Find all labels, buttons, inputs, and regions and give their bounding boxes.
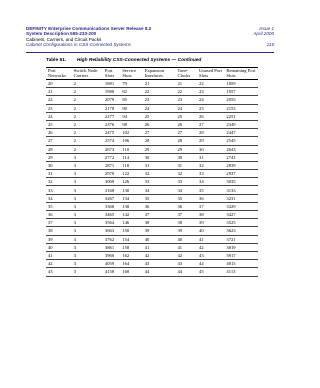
table-cell: 3 <box>73 195 76 201</box>
table-cell: 2772 <box>104 154 115 160</box>
table-cell: 2 <box>73 122 76 128</box>
table-header-row <box>46 68 258 80</box>
data-table-container <box>46 67 258 277</box>
table-row <box>46 178 258 186</box>
column-header: Tone-Clocks <box>177 68 191 78</box>
table-cell: 26 <box>177 122 183 128</box>
table-row <box>46 194 258 202</box>
table-cell: 114 <box>122 154 130 160</box>
table-cell: 94 <box>122 113 127 119</box>
table-cell: 3 <box>73 187 76 193</box>
table-cell: 2839 <box>226 162 236 168</box>
table-cell: 2055 <box>226 97 236 103</box>
table-cell: 3 <box>73 154 76 160</box>
table-cell: 25 <box>177 113 183 119</box>
table-cell: 2545 <box>226 138 236 144</box>
table-row <box>46 219 258 227</box>
table-cell: 29 <box>48 154 53 160</box>
table-cell: 2 <box>73 81 76 87</box>
table-cell: 2277 <box>104 113 115 119</box>
table-cell: 28 <box>144 138 150 144</box>
table-cell: 44 <box>177 269 183 275</box>
table-cell: 106 <box>122 138 130 144</box>
table-cell: 3427 <box>226 212 236 218</box>
table-cell: 29 <box>177 146 183 152</box>
table-cell: 42 <box>144 253 150 259</box>
table-cell: 21 <box>48 89 53 95</box>
table-cell: 2079 <box>104 97 115 103</box>
table-cell: 26 <box>144 122 150 128</box>
port-networks-table <box>46 67 258 277</box>
table-row <box>46 211 258 219</box>
table-cell: 27 <box>199 122 204 128</box>
table-cell: 40 <box>48 244 53 250</box>
table-cell: 44 <box>199 261 204 267</box>
table-cell: 2376 <box>104 122 115 128</box>
table-cell: 37 <box>177 212 183 218</box>
table-cell: 2673 <box>104 146 115 152</box>
table-cell: 4059 <box>104 261 115 267</box>
table-cell: 33 <box>199 171 204 177</box>
table-cell: 21 <box>177 81 183 87</box>
table-cell: 150 <box>122 228 130 234</box>
table-cell: 26 <box>48 130 53 136</box>
table-cell: 2349 <box>226 122 236 128</box>
header-rule <box>26 52 274 53</box>
table-cell: 36 <box>144 203 150 209</box>
table-cell: 33 <box>48 187 53 193</box>
table-cell: 31 <box>199 154 204 160</box>
column-header: Unused Port Slots <box>199 68 222 78</box>
table-cell: 34 <box>48 195 53 201</box>
table-cell: 3329 <box>226 203 236 209</box>
table-cell: 130 <box>122 187 130 193</box>
table-cell: 24 <box>48 113 53 119</box>
table-cell: 3231 <box>226 195 236 201</box>
table-row <box>46 104 258 112</box>
table-cell: 40 <box>144 236 150 242</box>
table-row <box>46 153 258 161</box>
table-cell: 1859 <box>226 81 236 87</box>
table-cell: 142 <box>122 212 130 218</box>
table-cell: 33 <box>144 179 150 185</box>
column-header: Expansion Interfaces <box>144 68 165 78</box>
table-row <box>46 112 258 120</box>
table-cell: 27 <box>144 130 150 136</box>
table-cell: 30 <box>199 146 204 152</box>
subsection-title: Cabinet Configurations in CSS-Connected Systems <box>26 42 131 48</box>
column-header: Port Networks <box>48 68 66 78</box>
table-cell: 3 <box>73 179 76 185</box>
table-cell: 34 <box>199 179 204 185</box>
table-cell: 3133 <box>226 187 236 193</box>
table-cell: 3 <box>73 269 76 275</box>
table-cell: 3 <box>73 162 76 168</box>
table-cell: 35 <box>48 203 53 209</box>
table-row <box>46 88 258 96</box>
table-cell: 28 <box>48 146 53 152</box>
table-cell: 35 <box>144 195 150 201</box>
table-cell: 2937 <box>226 171 236 177</box>
table-cell: 134 <box>122 195 130 201</box>
table-cell: 41 <box>177 244 183 250</box>
table-cell: 1957 <box>226 89 236 95</box>
table-cell: 2741 <box>226 154 236 160</box>
table-row <box>46 161 258 169</box>
table-cell: 33 <box>177 179 183 185</box>
table-cell: 44 <box>144 269 150 275</box>
table-cell: 43 <box>144 261 150 267</box>
table-cell: 3762 <box>104 236 115 242</box>
column-header: Port Slots <box>104 68 115 78</box>
running-header <box>26 26 151 48</box>
table-cell: 2178 <box>104 105 115 111</box>
column-header: Remaining Port Slots <box>226 68 256 78</box>
table-cell: 24 <box>177 105 183 111</box>
table-cell: 31 <box>177 162 183 168</box>
table-cell: 26 <box>199 113 204 119</box>
table-cell: 2153 <box>226 105 236 111</box>
table-cell: 85 <box>122 97 127 103</box>
table-cell: 2 <box>73 105 76 111</box>
table-cell: 4158 <box>104 269 115 275</box>
table-cell: 41 <box>144 244 150 250</box>
table-caption <box>46 58 201 63</box>
table-row <box>46 251 258 259</box>
document-title: DEFINITY Enterprise Communications Server Release 8.2 <box>26 26 152 31</box>
table-cell: 39 <box>48 236 53 242</box>
table-cell: 36 <box>177 203 183 209</box>
column-header: Service Slots <box>122 68 137 78</box>
table-cell: 2475 <box>104 130 115 136</box>
table-cell: 3069 <box>104 179 115 185</box>
table-cell: 23 <box>199 89 204 95</box>
table-cell: 2871 <box>104 162 115 168</box>
table-cell: 21 <box>144 81 150 87</box>
table-cell: 24 <box>144 105 150 111</box>
table-cell: 3525 <box>226 220 236 226</box>
document-subtitle: System Description 555-233-200 <box>26 31 97 37</box>
table-cell: 164 <box>122 261 130 267</box>
table-cell: 98 <box>122 122 127 128</box>
table-cell: 2 <box>73 130 76 136</box>
table-cell: 41 <box>199 236 204 242</box>
table-cell: 28 <box>177 138 183 144</box>
table-cell: 3035 <box>226 179 236 185</box>
table-cell: 154 <box>122 236 130 242</box>
table-cell: 3 <box>73 212 76 218</box>
table-cell: 3960 <box>104 253 115 259</box>
running-header-meta <box>253 26 274 48</box>
table-row <box>46 145 258 153</box>
table-cell: 3861 <box>104 244 115 250</box>
table-row <box>46 268 258 276</box>
table-cell: 3366 <box>104 203 115 209</box>
table-cell: 25 <box>199 105 204 111</box>
table-cell: 1881 <box>104 81 115 87</box>
table-cell: 3 <box>73 236 76 242</box>
table-cell: 4015 <box>226 261 236 267</box>
table-cell: 3267 <box>104 195 115 201</box>
table-cell: 3 <box>73 220 76 226</box>
table-cell: 79 <box>122 81 127 87</box>
table-cell: 3168 <box>104 187 115 193</box>
table-cell: 90 <box>122 105 127 111</box>
table-cell: 118 <box>122 162 130 168</box>
table-cell: 1980 <box>104 89 115 95</box>
table-cell: 3721 <box>226 236 236 242</box>
table-row <box>46 202 258 210</box>
table-cell: 2447 <box>226 130 236 136</box>
table-cell: 32 <box>144 171 150 177</box>
table-cell: 37 <box>48 220 53 226</box>
issue-label: Issue 1 <box>259 26 274 31</box>
table-caption-label: Table 51. <box>46 58 67 63</box>
table-cell: 38 <box>177 220 183 226</box>
column-header: Switch Node Carriers <box>73 68 98 78</box>
table-cell: 4113 <box>226 269 236 275</box>
table-cell: 29 <box>144 146 150 152</box>
table-cell: 2970 <box>104 171 115 177</box>
table-cell: 22 <box>144 89 150 95</box>
table-cell: 38 <box>199 212 204 218</box>
table-cell: 30 <box>144 154 150 160</box>
table-cell: 23 <box>48 105 53 111</box>
table-cell: 23 <box>177 97 183 103</box>
table-cell: 3 <box>73 253 76 259</box>
table-cell: 35 <box>177 195 183 201</box>
table-cell: 29 <box>199 138 204 144</box>
table-cell: 34 <box>177 187 183 193</box>
table-cell: 43 <box>199 253 204 259</box>
table-cell: 36 <box>48 212 53 218</box>
table-cell: 22 <box>48 97 53 103</box>
table-cell: 39 <box>199 220 204 226</box>
table-row <box>46 186 258 194</box>
table-cell: 30 <box>177 154 183 160</box>
table-cell: 39 <box>177 228 183 234</box>
table-cell: 43 <box>177 261 183 267</box>
table-cell: 162 <box>122 253 130 259</box>
table-cell: 3623 <box>226 228 236 234</box>
table-cell: 146 <box>122 220 130 226</box>
table-cell: 20 <box>48 81 53 87</box>
table-cell: 2643 <box>226 146 236 152</box>
table-cell: 40 <box>177 236 183 242</box>
table-cell: 25 <box>144 113 150 119</box>
table-cell: 25 <box>48 122 53 128</box>
table-cell: 37 <box>144 212 150 218</box>
table-row <box>46 129 258 137</box>
table-cell: 43 <box>48 269 53 275</box>
table-cell: 27 <box>177 130 183 136</box>
table-cell: 158 <box>122 244 130 250</box>
table-row <box>46 137 258 145</box>
table-cell: 2574 <box>104 138 115 144</box>
table-row <box>46 243 258 251</box>
table-cell: 3 <box>73 244 76 250</box>
table-cell: 3819 <box>226 244 236 250</box>
table-cell: 37 <box>199 203 204 209</box>
table-cell: 34 <box>144 187 150 193</box>
table-row <box>46 260 258 268</box>
table-cell: 2 <box>73 146 76 152</box>
table-cell: 2251 <box>226 113 236 119</box>
table-cell: 2 <box>73 97 76 103</box>
table-cell: 38 <box>144 220 150 226</box>
table-cell: 45 <box>199 269 204 275</box>
table-row <box>46 235 258 243</box>
table-cell: 82 <box>122 89 127 95</box>
table-cell: 39 <box>144 228 150 234</box>
table-cell: 36 <box>199 195 204 201</box>
table-cell: 42 <box>48 261 53 267</box>
table-cell: 22 <box>177 89 183 95</box>
table-cell: 32 <box>177 171 183 177</box>
table-cell: 3917 <box>226 253 236 259</box>
table-cell: 138 <box>122 203 130 209</box>
table-cell: 3 <box>73 203 76 209</box>
table-cell: 31 <box>144 162 150 168</box>
table-cell: 2 <box>73 138 76 144</box>
table-row <box>46 96 258 104</box>
issue-date: April 2000 <box>253 31 274 37</box>
table-cell: 42 <box>199 244 204 250</box>
table-cell: 32 <box>48 179 53 185</box>
table-cell: 27 <box>48 138 53 144</box>
table-row <box>46 170 258 178</box>
table-cell: 102 <box>122 130 130 136</box>
table-caption-text: High Reliability CSS-Connected Systems — Continued <box>76 58 202 63</box>
table-cell: 3564 <box>104 220 115 226</box>
table-cell: 3 <box>73 228 76 234</box>
table-cell: 3465 <box>104 212 115 218</box>
table-cell: 126 <box>122 179 130 185</box>
table-cell: 110 <box>122 146 130 152</box>
table-cell: 31 <box>48 171 53 177</box>
table-body <box>46 80 258 277</box>
table-cell: 3663 <box>104 228 115 234</box>
table-row <box>46 227 258 235</box>
table-cell: 35 <box>199 187 204 193</box>
table-cell: 28 <box>199 130 204 136</box>
table-cell: 2 <box>73 89 76 95</box>
table-cell: 24 <box>199 97 204 103</box>
table-cell: 23 <box>144 97 150 103</box>
section-title: Cabinets, Carriers, and Circuit Packs <box>26 36 102 42</box>
page-number: 116 <box>266 42 274 48</box>
table-row <box>46 120 258 128</box>
table-cell: 3 <box>73 261 76 267</box>
table-cell: 32 <box>199 162 204 168</box>
table-cell: 42 <box>177 253 183 259</box>
table-cell: 122 <box>122 171 130 177</box>
table-cell: 38 <box>48 228 53 234</box>
table-cell: 22 <box>199 81 204 87</box>
table-cell: 30 <box>48 162 53 168</box>
table-cell: 168 <box>122 269 130 275</box>
table-row <box>46 80 258 88</box>
table-cell: 3 <box>73 171 76 177</box>
table-cell: 2 <box>73 113 76 119</box>
table-cell: 41 <box>48 253 53 259</box>
table-cell: 40 <box>199 228 204 234</box>
